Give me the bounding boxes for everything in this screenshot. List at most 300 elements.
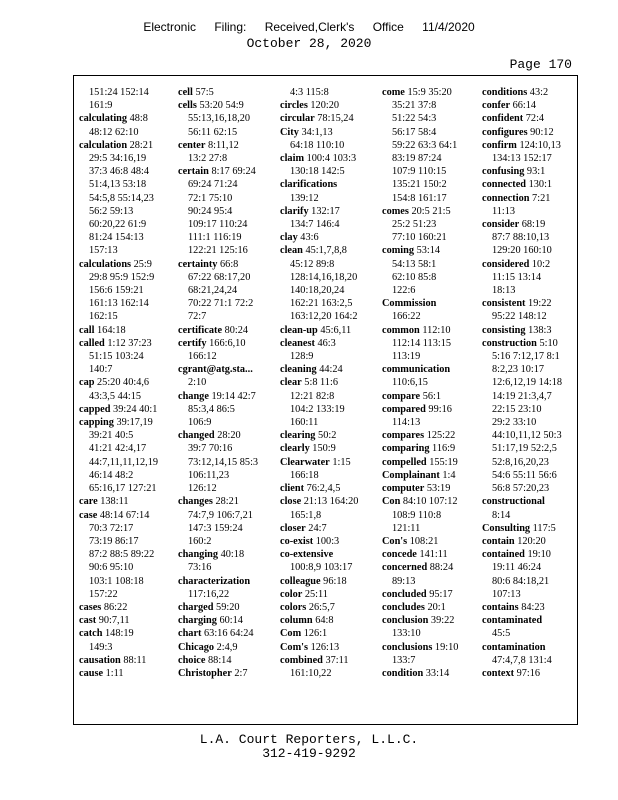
- index-term: capped: [79, 403, 111, 415]
- index-term: condition: [382, 667, 424, 679]
- index-entry: [382, 588, 480, 601]
- index-refs: 160:11: [290, 417, 319, 429]
- index-entry: [382, 535, 480, 548]
- index-refs: 108:9 110:8: [392, 509, 442, 521]
- index-refs: 130:18 142:5: [290, 166, 345, 178]
- index-refs: 34:1,13: [298, 126, 333, 138]
- index-refs: 125:22: [424, 430, 456, 442]
- index-entry: [178, 86, 276, 99]
- index-entry: [482, 218, 580, 231]
- index-refs: 83:19 87:24: [392, 153, 442, 165]
- index-refs: 100:8,9 103:17: [290, 562, 353, 574]
- index-entry: [280, 112, 378, 125]
- index-refs: 21:13 164:20: [301, 496, 359, 508]
- index-refs: 53:20 54:9: [196, 100, 244, 112]
- index-entry: [79, 284, 177, 297]
- index-entry: [482, 192, 580, 205]
- index-term: closer: [280, 522, 306, 534]
- index-entry: [79, 231, 177, 244]
- index-entry: [382, 456, 480, 469]
- index-entry: [382, 258, 480, 271]
- index-refs: 126:13: [308, 641, 340, 653]
- index-refs: 132:17: [308, 205, 340, 217]
- index-entry: [382, 416, 480, 429]
- index-term: context: [482, 667, 515, 679]
- index-term: changes: [178, 496, 213, 508]
- index-entry: [178, 337, 276, 350]
- index-entry: [178, 126, 276, 139]
- index-refs: 78:15,24: [314, 113, 354, 125]
- index-refs: 148:19: [102, 628, 134, 640]
- index-refs: 25:11: [302, 588, 328, 600]
- index-entry: [79, 244, 177, 257]
- index-entry: [382, 429, 480, 442]
- index-entry: [382, 165, 480, 178]
- index-term: charged: [178, 601, 214, 613]
- index-refs: 133:10: [392, 628, 421, 640]
- index-refs: 73:19 86:17: [89, 535, 139, 547]
- index-entry: [280, 575, 378, 588]
- index-entry: [382, 231, 480, 244]
- index-refs: 139:12: [290, 192, 319, 204]
- index-entry: [382, 86, 480, 99]
- index-entry: [280, 601, 378, 614]
- index-entry: [178, 641, 276, 654]
- index-entry: [79, 376, 177, 389]
- index-entry: [382, 667, 480, 680]
- index-entry: [482, 165, 580, 178]
- index-entry: [79, 575, 177, 588]
- index-refs: 47:4,7,8 131:4: [492, 654, 552, 666]
- index-refs: 122:21 125:16: [188, 245, 248, 257]
- index-term: Christopher: [178, 667, 232, 679]
- index-entry: [178, 363, 276, 376]
- reporter-name: L.A. Court Reporters, L.L.C.: [199, 732, 419, 747]
- index-entry: [482, 324, 580, 337]
- index-term: contain: [482, 535, 515, 547]
- index-entry: [79, 390, 177, 403]
- index-term: chart: [178, 628, 202, 640]
- index-refs: 166:6,10: [206, 337, 246, 349]
- index-refs: 70:22 71:1 72:2: [188, 298, 254, 310]
- index-entry: [79, 641, 177, 654]
- index-entry: [79, 509, 177, 522]
- index-entry: [79, 495, 177, 508]
- index-refs: 11:13: [492, 205, 516, 217]
- index-refs: 33:14: [423, 667, 450, 679]
- index-term: construction: [482, 337, 537, 349]
- index-entry: [178, 482, 276, 495]
- index-refs: 12:21 82:8: [290, 390, 335, 402]
- index-refs: 103:1 108:18: [89, 575, 144, 587]
- index-entry: [79, 350, 177, 363]
- index-refs: 88:24: [427, 562, 454, 574]
- index-refs: 8:14: [492, 509, 511, 521]
- index-entry: [280, 429, 378, 442]
- index-term: changing: [178, 549, 219, 561]
- index-refs: 150:9: [309, 443, 336, 455]
- index-entry: [482, 429, 580, 442]
- index-refs: 54:5,8 55:14,23: [89, 192, 154, 204]
- index-refs: 45:6,11: [317, 324, 352, 336]
- index-refs: 165:1,8: [290, 509, 322, 521]
- index-entry: [178, 509, 276, 522]
- index-term: compare: [382, 390, 421, 402]
- index-refs: 129:20 160:10: [492, 245, 552, 257]
- index-term: contained: [482, 549, 525, 561]
- index-entry: [482, 205, 580, 218]
- index-entry: [482, 588, 580, 601]
- index-entry: [280, 244, 378, 257]
- index-refs: 166:12: [188, 351, 217, 363]
- index-refs: 121:11: [392, 522, 421, 534]
- index-entry: [382, 575, 480, 588]
- index-term: common: [382, 324, 420, 336]
- index-entry: [482, 231, 580, 244]
- index-entry: [178, 192, 276, 205]
- index-entry: [79, 561, 177, 574]
- filing-stamp-part: Filing:: [214, 20, 247, 34]
- filing-stamp-part: Office: [372, 20, 404, 34]
- index-entry: [482, 641, 580, 654]
- index-entry: [178, 99, 276, 112]
- index-entry: [79, 482, 177, 495]
- index-refs: 124:10,13: [516, 139, 561, 151]
- index-entry: [280, 403, 378, 416]
- index-refs: 2:10: [188, 377, 207, 389]
- index-entry: [79, 337, 177, 350]
- index-refs: 95:17: [426, 588, 453, 600]
- index-entry: [382, 403, 480, 416]
- index-entry: [79, 627, 177, 640]
- index-refs: 51:15 103:24: [89, 351, 144, 363]
- index-refs: 116:9: [429, 443, 456, 455]
- index-refs: 19:10: [524, 549, 551, 561]
- index-refs: 54:6 55:11 56:6: [492, 469, 557, 481]
- index-term: calculating: [79, 113, 128, 125]
- index-entry: [178, 112, 276, 125]
- index-refs: 60:14: [216, 615, 243, 627]
- index-entry: [482, 575, 580, 588]
- index-entry: [382, 614, 480, 627]
- index-refs: 65:16,17 127:21: [89, 483, 157, 495]
- index-refs: 126:12: [188, 483, 217, 495]
- index-term: considered: [482, 258, 530, 270]
- index-refs: 37:3 46:8 48:4: [89, 166, 150, 178]
- index-term: certificate: [178, 324, 223, 336]
- index-refs: 29:2 33:10: [492, 417, 537, 429]
- index-entry: [280, 456, 378, 469]
- page-number: Page 170: [509, 57, 572, 72]
- index-entry: [79, 192, 177, 205]
- index-refs: 28:20: [214, 430, 241, 442]
- index-entry: [482, 376, 580, 389]
- index-entry: [280, 99, 378, 112]
- index-entry: [280, 641, 378, 654]
- index-refs: 44:24: [316, 364, 343, 376]
- index-refs: 106:11,23: [188, 469, 230, 481]
- index-entry: [382, 310, 480, 323]
- index-refs: 4:3 115:8: [290, 87, 329, 98]
- index-entry: [382, 376, 480, 389]
- index-entry: [382, 561, 480, 574]
- index-term: charging: [178, 615, 217, 627]
- index-term: clay: [280, 232, 298, 244]
- index-refs: 156:6 159:21: [89, 285, 144, 297]
- index-entry: [178, 548, 276, 561]
- index-entry: [280, 284, 378, 297]
- index-entry: [382, 601, 480, 614]
- index-entry: [178, 178, 276, 191]
- index-term: colleague: [280, 575, 321, 587]
- index-term: colors: [280, 601, 307, 613]
- index-refs: 110:6,15: [392, 377, 428, 389]
- index-entry: [482, 509, 580, 522]
- index-refs: 19:10: [432, 641, 459, 653]
- index-term: Complainant: [382, 469, 440, 481]
- index-refs: 161:13 162:14: [89, 298, 149, 310]
- index-term: cast: [79, 615, 97, 627]
- index-refs: 35:21 37:8: [392, 100, 437, 112]
- index-entry: [280, 139, 378, 152]
- index-term: configures: [482, 126, 528, 138]
- index-entry: [178, 244, 276, 257]
- index-entry: [382, 244, 480, 257]
- index-term: consisting: [482, 324, 526, 336]
- index-refs: 18:13: [492, 285, 516, 297]
- index-term: clearing: [280, 430, 316, 442]
- index-entry: [280, 363, 378, 376]
- index-refs: 126:1: [301, 628, 328, 640]
- index-refs: 68:19: [519, 219, 546, 231]
- index-term: choice: [178, 654, 206, 666]
- index-term: concerned: [382, 562, 428, 574]
- index-refs: 151:24 152:14: [89, 87, 149, 98]
- index-refs: 25:9: [131, 258, 152, 270]
- index-term: consider: [482, 219, 520, 231]
- index-entry: [79, 258, 177, 271]
- filing-stamp-part: 11/4/2020: [422, 20, 475, 34]
- index-term: calculation: [79, 139, 128, 151]
- index-entry: [280, 337, 378, 350]
- index-column-2: [178, 86, 276, 680]
- index-entry: [79, 165, 177, 178]
- index-term: comes: [382, 205, 409, 217]
- index-refs: 29:8 95:9 152:9: [89, 271, 155, 283]
- index-refs: 48:8: [127, 113, 148, 125]
- index-refs: 133:7: [392, 654, 416, 666]
- index-refs: 149:3: [89, 641, 113, 653]
- index-entry: [482, 350, 580, 363]
- index-entry: [79, 522, 177, 535]
- index-term: characterization: [178, 575, 251, 587]
- index-refs: 24:7: [305, 522, 327, 534]
- index-refs: 76:2,4,5: [304, 483, 341, 495]
- index-entry: [280, 324, 378, 337]
- index-refs: 111:1 116:19: [188, 232, 242, 244]
- index-entry: [79, 112, 177, 125]
- index-entry: [178, 152, 276, 165]
- index-entry: [482, 614, 580, 627]
- index-entry: [178, 205, 276, 218]
- index-term: clarifications: [280, 179, 338, 191]
- index-refs: 122:6: [392, 285, 416, 297]
- index-entry: [79, 324, 177, 337]
- index-entry: [280, 218, 378, 231]
- index-refs: 48:14 67:14: [97, 509, 150, 521]
- index-refs: 57:5: [192, 87, 214, 98]
- index-term: confident: [482, 113, 524, 125]
- index-entry: [382, 139, 480, 152]
- index-refs: 100:3: [313, 535, 340, 547]
- index-entry: [382, 297, 480, 310]
- index-refs: 19:11 46:24: [492, 562, 542, 574]
- index-refs: 120:20: [307, 100, 340, 112]
- index-refs: 128:14,16,18,20: [290, 271, 358, 283]
- index-entry: [382, 99, 480, 112]
- index-refs: 8:11,12: [205, 139, 239, 151]
- index-refs: 166:18: [290, 469, 319, 481]
- index-term: comparing: [382, 443, 430, 455]
- index-entry: [280, 482, 378, 495]
- index-refs: 5:10: [536, 337, 558, 349]
- index-refs: 59:22 63:3 64:1: [392, 139, 458, 151]
- index-term: circles: [280, 100, 308, 112]
- index-refs: 20:5 21:5: [408, 205, 451, 217]
- index-term: call: [79, 324, 95, 336]
- index-refs: 147:3 159:24: [188, 522, 243, 534]
- index-entry: [382, 390, 480, 403]
- index-refs: 73:12,14,15 85:3: [188, 456, 259, 468]
- index-term: clean-up: [280, 324, 318, 336]
- index-term: Consulting: [482, 522, 531, 534]
- index-entry: [178, 535, 276, 548]
- index-refs: 162:15: [89, 311, 118, 323]
- index-refs: 50:2: [315, 430, 337, 442]
- index-refs: 59:20: [213, 601, 240, 613]
- index-entry: [382, 337, 480, 350]
- index-refs: 93:1: [524, 166, 546, 178]
- index-entry: [382, 271, 480, 284]
- index-term: conditions: [482, 87, 528, 98]
- index-refs: 106:9: [188, 417, 212, 429]
- index-refs: 44:7,11,11,12,19: [89, 456, 159, 468]
- index-term: compared: [382, 403, 426, 415]
- index-refs: 51:17,19 52:2,5: [492, 443, 557, 455]
- index-refs: 10:2: [529, 258, 551, 270]
- index-entry: [79, 548, 177, 561]
- index-refs: 161:9: [89, 100, 113, 112]
- index-entry: [79, 416, 177, 429]
- index-entry: [382, 350, 480, 363]
- index-entry: [280, 126, 378, 139]
- index-refs: 51:22 54:3: [392, 113, 437, 125]
- index-entry: [79, 601, 177, 614]
- index-refs: 166:22: [392, 311, 421, 323]
- index-entry: [382, 495, 480, 508]
- index-refs: 135:21 150:2: [392, 179, 447, 191]
- index-refs: 5:8 11:6: [301, 377, 338, 389]
- index-refs: 40:18: [218, 549, 245, 561]
- index-refs: 134:7 146:4: [290, 219, 340, 231]
- index-refs: 161:10,22: [290, 667, 332, 679]
- index-entry: [482, 654, 580, 667]
- index-entry: [482, 390, 580, 403]
- index-refs: 128:9: [290, 351, 314, 363]
- index-refs: 95:22 148:12: [492, 311, 547, 323]
- index-refs: 81:24 154:13: [89, 232, 144, 244]
- index-refs: 108:21: [407, 535, 439, 547]
- index-refs: 141:11: [416, 549, 448, 561]
- index-entry: [280, 297, 378, 310]
- index-entry: [382, 442, 480, 455]
- index-entry: [382, 192, 480, 205]
- index-refs: 107:13: [492, 588, 521, 600]
- index-refs: 25:20 40:4,6: [94, 377, 150, 389]
- index-entry: [178, 588, 276, 601]
- filing-stamp-part: Electronic: [143, 20, 196, 34]
- index-entry: [482, 284, 580, 297]
- index-refs: 85:3,4 86:5: [188, 403, 235, 415]
- index-refs: 7:21: [529, 192, 551, 204]
- index-entry: [280, 548, 378, 561]
- index-refs: 117:5: [530, 522, 556, 534]
- index-entry: [280, 561, 378, 574]
- index-refs: 114:13: [392, 417, 421, 429]
- index-refs: 84:23: [518, 601, 545, 613]
- index-term: compelled: [382, 456, 427, 468]
- index-entry: [178, 310, 276, 323]
- index-refs: 163:12,20 164:2: [290, 311, 358, 323]
- index-refs: 43:2: [527, 87, 549, 98]
- index-refs: 41:21 42:4,17: [89, 443, 147, 455]
- index-entry: [280, 667, 378, 680]
- index-refs: 29:5 34:16,19: [89, 153, 147, 165]
- index-term: City: [280, 126, 299, 138]
- index-entry: [382, 178, 480, 191]
- index-entry: [482, 297, 580, 310]
- index-term: changed: [178, 430, 215, 442]
- index-refs: 72:7: [188, 311, 207, 323]
- index-term: coming: [382, 245, 415, 257]
- index-refs: 28:21: [127, 139, 154, 151]
- index-entry: [280, 614, 378, 627]
- index-term: contains: [482, 601, 519, 613]
- index-entry: [79, 271, 177, 284]
- index-term: communication: [382, 364, 451, 376]
- index-term: cap: [79, 377, 95, 389]
- index-entry: [382, 482, 480, 495]
- index-refs: 99:16: [425, 403, 452, 415]
- index-refs: 45:12 89:8: [290, 258, 335, 270]
- index-refs: 88:14: [205, 654, 232, 666]
- index-term: conclusions: [382, 641, 433, 653]
- index-term: cleanest: [280, 337, 315, 349]
- index-refs: 87:2 88:5 89:22: [89, 549, 155, 561]
- index-entry: [178, 495, 276, 508]
- index-entry: [178, 271, 276, 284]
- index-entry: [280, 192, 378, 205]
- index-entry: [382, 218, 480, 231]
- index-entry: [178, 654, 276, 667]
- index-refs: 2:4,9: [214, 641, 238, 653]
- index-refs: 140:18,20,24: [290, 285, 345, 297]
- index-entry: [79, 205, 177, 218]
- index-refs: 89:13: [392, 575, 416, 587]
- index-refs: 43:6: [297, 232, 319, 244]
- index-term: compares: [382, 430, 425, 442]
- index-entry: [382, 112, 480, 125]
